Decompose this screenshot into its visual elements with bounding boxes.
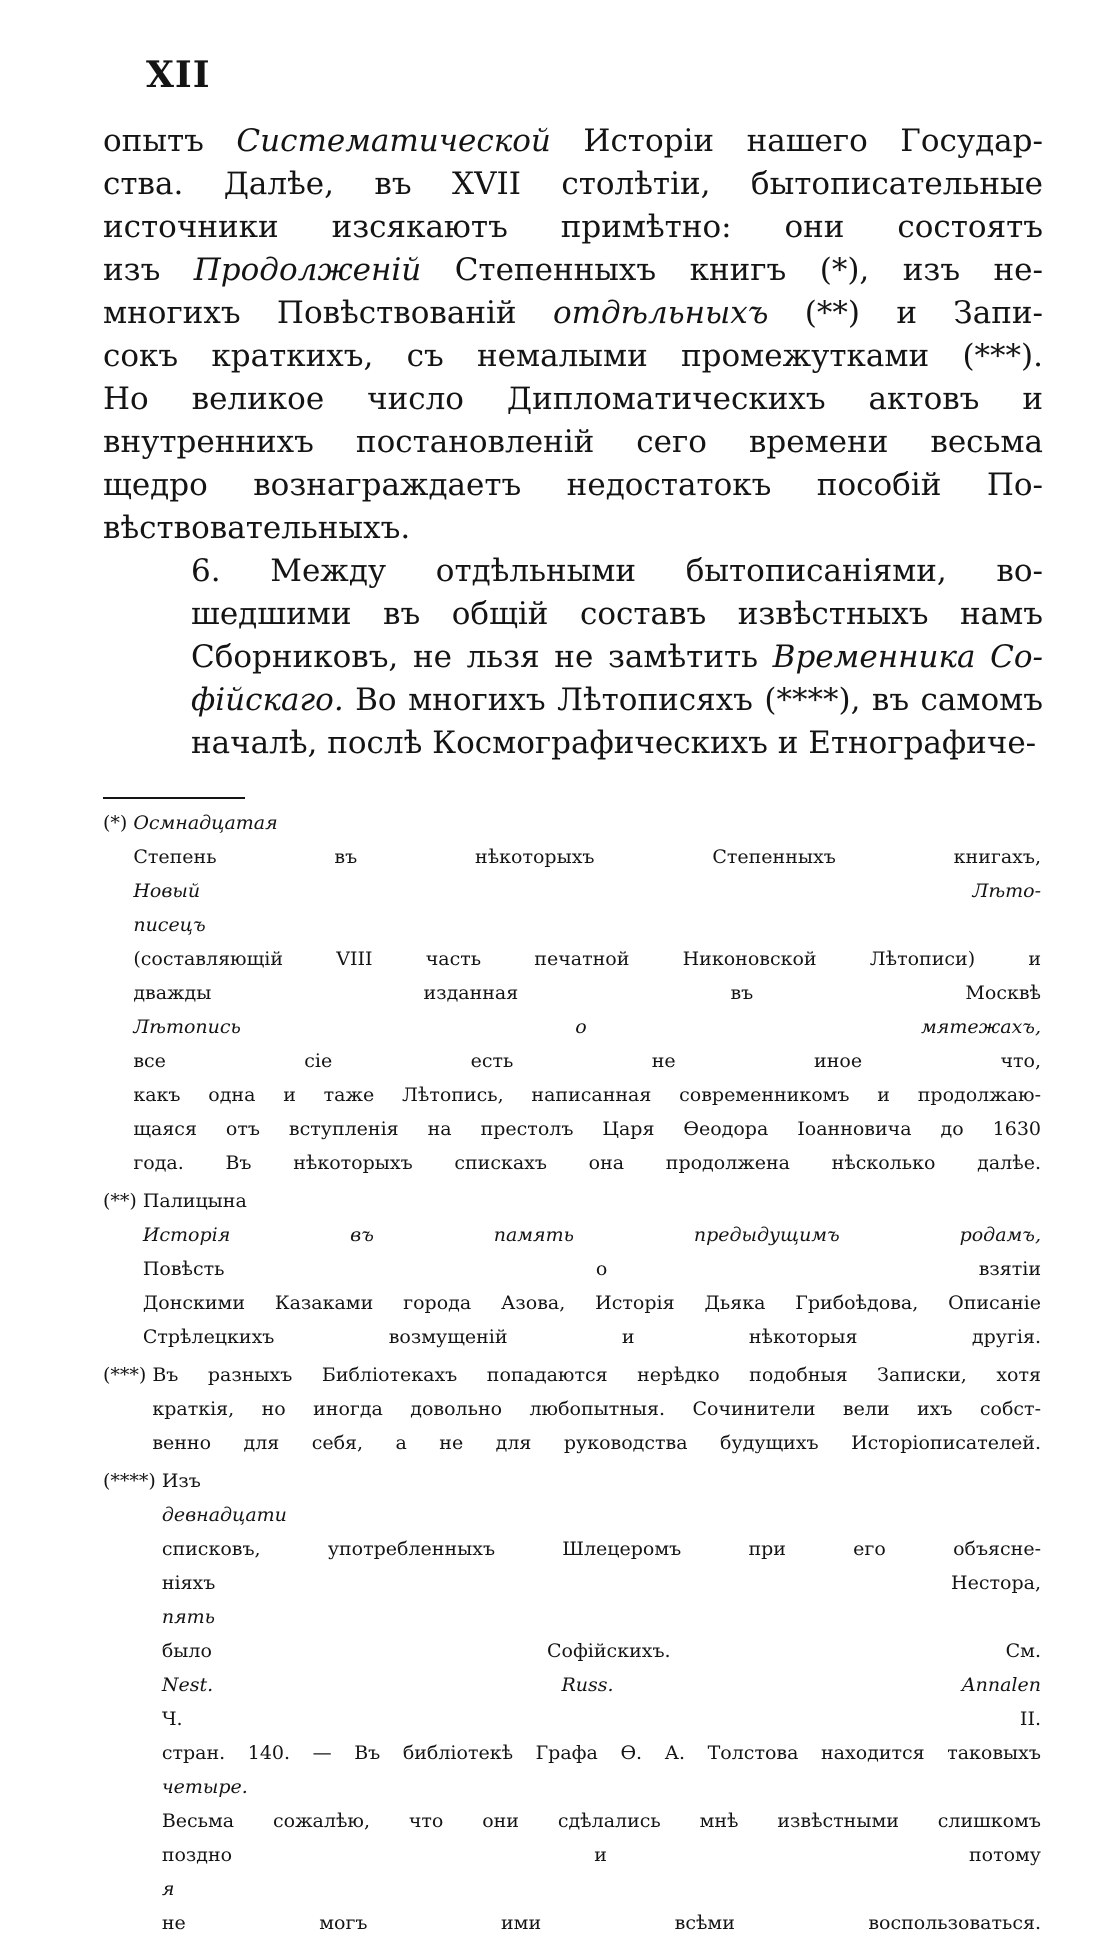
text-run: Палицына [142,1190,247,1212]
footnote-divider [103,797,245,799]
text-run: Весьма сожалѣю, что они сдѣлались мнѣ извѣстными слишкомъ [161,1810,1041,1832]
text-run: Ч. II. [161,1708,1041,1730]
text-line [103,550,1043,593]
text-line [143,1320,1041,1354]
text-run: источники изсякаютъ примѣтно: они состоятъ [103,209,1043,245]
italic-run: Лѣтопись о мятежахъ, [133,1016,1041,1038]
text-line [133,806,1041,908]
text-run: сокъ краткихъ, съ немалыми промежутками (***). [103,338,1043,374]
text-line [143,1184,1041,1286]
text-line [162,1736,1041,1770]
footnote-marker: (***) [103,1364,147,1386]
page-number: XII [146,54,211,96]
text-line [133,1146,1041,1180]
text-line [103,636,1043,679]
text-line [133,976,1041,1078]
italic-run: отдѣльныхъ [552,295,769,331]
footnote-4 [103,1464,1041,1940]
italic-run: фійскаго. [191,682,344,718]
text-line [103,335,1043,378]
text-run: вѣствовательныхъ. [103,510,411,546]
text-run: было Софійскихъ. См. [161,1640,1041,1662]
text-run: щаяся отъ вступленія на престолъ Царя Ѳеодора Іоанновича до 1630 [133,1118,1041,1140]
text-line [103,679,1043,722]
text-run: списковъ, употребленныхъ Шлецеромъ при его объясне- [161,1538,1041,1560]
text-run: стран. 140. — Въ библіотекѣ Графа Ѳ. А. Толстова находится таковыхъ [161,1742,1041,1764]
text-run: все сіе есть не иное что, [133,1050,1041,1072]
text-run: поздно и потому [161,1844,1041,1866]
italic-run: девнадцати [161,1504,287,1526]
text-run: не могъ ими всѣми воспользоваться. [161,1912,1041,1934]
text-run: опытъ [103,123,237,159]
text-line [103,593,1043,636]
italic-run: пять [161,1606,216,1628]
text-run: Степенныхъ книгъ (*), изъ не- [421,252,1043,288]
footnote-marker: (*) [103,812,128,834]
text-run: (составляющій VIII часть печатной Никоновской Лѣтописи) и [133,948,1041,970]
text-line [152,1392,1041,1426]
footnote-text [133,806,1041,1180]
text-line [162,1838,1041,1940]
text-line [103,292,1043,335]
footnote-2 [103,1184,1041,1354]
italic-run: Исторія въ память предыдущимъ родамъ, [142,1224,1041,1246]
text-run: Стрѣлецкихъ возмущеній и нѣкоторыя другія. [142,1326,1041,1348]
main-text [103,120,1043,765]
text-run: шедшими въ общій составъ извѣстныхъ намъ [191,596,1043,632]
text-run: венно для себя, а не для руководства будущихъ Исторіописателей. [152,1432,1041,1454]
text-run: Исторіи нашего Государ- [550,123,1043,159]
paragraph-1 [103,120,1043,550]
italic-run: Новый Лѣто- [133,880,1041,902]
italic-run: Систематической [236,123,551,159]
text-run: внутреннихъ постановленій сего времени весьма [103,424,1043,460]
text-run: многихъ Повѣствованій [103,295,553,331]
text-run: щедро вознаграждаетъ недостатокъ пособій По- [103,467,1043,503]
text-line [103,722,1043,765]
text-line [103,120,1043,163]
text-run: изъ [103,252,194,288]
text-run: 6. Между отдѣльными бытописаніями, во- [191,553,1043,589]
text-run: Сборниковъ, не льзя не замѣтить [191,639,773,675]
text-line [133,1112,1041,1146]
italic-run: Осмнадцатая [133,812,278,834]
text-line [103,464,1043,507]
italic-run: я [161,1878,175,1900]
text-line [162,1770,1041,1838]
text-run: Повѣсть о взятіи [142,1258,1041,1280]
text-run: дважды изданная въ Москвѣ [133,982,1041,1004]
text-run: Донскими Казаками города Азова, Исторія Дьяка Грибоѣдова, Описаніе [142,1292,1041,1314]
text-run: краткія, но иногда довольно любопытныя. Сочинители вели ихъ собст- [152,1398,1041,1420]
text-line [162,1566,1041,1736]
text-line [152,1426,1041,1460]
italic-run: четыре. [161,1776,248,1798]
italic-run: Nest. Russ. Annalen [161,1674,1041,1696]
text-run: какъ одна и таже Лѣтопись, написанная современникомъ и продолжаю- [133,1084,1041,1106]
text-line [152,1358,1041,1392]
text-line [133,908,1041,976]
text-run: Въ разныхъ Библіотекахъ попадаются нерѣдко подобныя Записки, хотя [152,1364,1041,1386]
footnote-text [152,1358,1041,1460]
text-line [143,1286,1041,1320]
text-run: ніяхъ Нестора, [161,1572,1041,1594]
text-line [133,1078,1041,1112]
italic-run: писецъ [133,914,206,936]
text-line [103,163,1043,206]
italic-run: Продолженій [193,252,422,288]
footnote-text [143,1184,1041,1354]
text-run: ства. Далѣе, въ XVII столѣтіи, бытописательные [103,166,1043,202]
footnote-1 [103,806,1041,1180]
text-run: Но великое число Дипломатическихъ актовъ и [103,381,1043,417]
text-line [103,249,1043,292]
italic-run: Временника Со- [772,639,1044,675]
text-run: Изъ [161,1470,201,1492]
text-line [103,421,1043,464]
paragraph-2 [103,550,1043,765]
text-line [103,378,1043,421]
text-run: (**) и Запи- [768,295,1043,331]
text-run: Степень въ нѣкоторыхъ Степенныхъ книгахъ, [133,846,1041,868]
footnotes [103,806,1041,1940]
footnote-text [162,1464,1041,1940]
text-run: года. Въ нѣкоторыхъ спискахъ она продолжена нѣсколько далѣе. [133,1152,1041,1174]
text-line [103,206,1043,249]
footnote-marker: (****) [103,1470,156,1492]
text-line [103,507,1043,550]
text-run: началѣ, послѣ Космографическихъ и Етнографиче- [191,725,1037,761]
footnote-3 [103,1358,1041,1460]
text-run: Во многихъ Лѣтописяхъ (****), въ самомъ [343,682,1043,718]
footnote-marker: (**) [103,1190,137,1212]
text-line [162,1464,1041,1566]
